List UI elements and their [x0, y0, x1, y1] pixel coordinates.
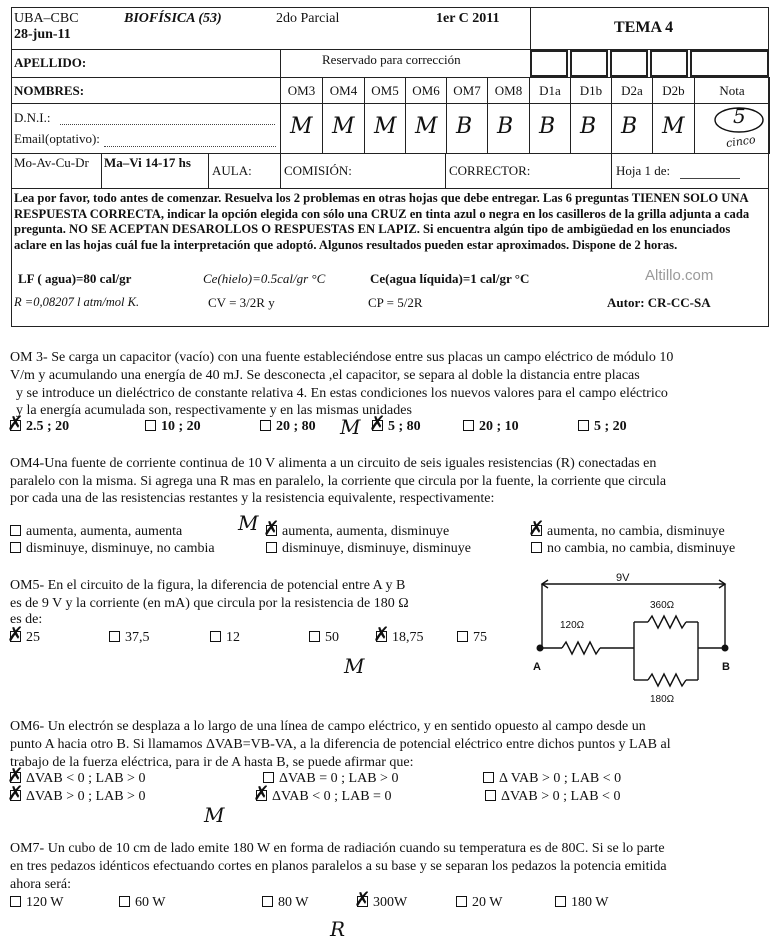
om5-line-2: es de 9 V y la corriente (en mA) que circula por la resistencia de 180 Ω	[10, 596, 409, 611]
cross-mark-icon: ✗	[354, 887, 371, 911]
corrector-label: CORRECTOR:	[449, 163, 531, 178]
checkbox-icon[interactable]	[463, 420, 474, 431]
om3-option[interactable]	[260, 419, 316, 435]
cross-mark-icon: ✗	[7, 622, 24, 646]
om3-option[interactable]	[463, 419, 519, 435]
om3-line-1: OM 3- Se carga un capacitor (vacío) con una fuente estableciéndose entre sus placas un campo eléctrico de módulo 10	[10, 350, 674, 365]
om6-option[interactable]	[256, 789, 391, 805]
grid-header-d2a: D2a	[611, 77, 653, 104]
option-label: 10 ; 20	[161, 419, 201, 434]
cross-mark-icon: ✗	[263, 516, 280, 540]
option-label: ΔVAB > 0 ; LAB < 0	[501, 789, 621, 804]
date: 28-jun-11	[14, 27, 71, 42]
option-label: no cambia, no cambia, disminuye	[547, 541, 736, 556]
checkbox-icon[interactable]	[10, 542, 21, 553]
om4-option[interactable]	[10, 541, 215, 557]
option-label: 25	[26, 630, 40, 645]
om3-option[interactable]	[145, 419, 201, 435]
om3-line-2: V/m y acumulando una energía de 40 mJ. Se desconecta ,el capacitor, se separa al doble la distancia entre placas	[10, 368, 640, 383]
checkbox-icon[interactable]	[109, 631, 120, 642]
answer-box[interactable]	[650, 50, 688, 77]
cross-mark-icon: ✗	[7, 781, 24, 805]
answer-box[interactable]	[690, 50, 769, 77]
option-label: aumenta, no cambia, disminuye	[547, 524, 725, 539]
om5-line-3: es de:	[10, 612, 43, 627]
grade-mark: R	[330, 917, 346, 941]
om5-option[interactable]	[109, 630, 150, 646]
circuit-r2: 360Ω	[650, 600, 675, 611]
checkbox-icon[interactable]	[485, 790, 496, 801]
cross-mark-icon: ✗	[528, 516, 545, 540]
cross-mark-icon: ✗	[253, 781, 270, 805]
latent-heat: LF ( agua)=80 cal/gr	[18, 271, 132, 286]
circuit-r3: 180Ω	[650, 694, 675, 705]
grade-number: 5	[733, 104, 746, 128]
om7-line-1: OM7- Un cubo de 10 cm de lado emite 180 W en forma de radiación cuando su temperatura es de 80C. Si se lo parte	[10, 841, 665, 856]
grid-header-nota: Nota	[694, 77, 770, 104]
checkbox-icon[interactable]	[262, 896, 273, 907]
circuit-r1: 120Ω	[560, 620, 585, 631]
dni-underline	[60, 124, 275, 125]
om7-option[interactable]	[262, 895, 308, 911]
om7-line-2: en tres pedazos idénticos efectuando cortes en planos paralelos a su base y se separan los pedazos la potencia emitida	[10, 859, 667, 874]
circuit-diagram	[520, 566, 750, 711]
grade-mark: M	[238, 511, 259, 535]
om4-option[interactable]	[10, 524, 182, 540]
rule	[445, 153, 446, 188]
turno-option-2: Ma–Vi 14-17 hs	[104, 155, 191, 170]
om4-line-2: paralelo con la misma. Si agrega una R mas en paralelo, la corriente que circula por la fuente, la corriente que circula	[10, 474, 667, 489]
option-label: ΔVAB > 0 ; LAB > 0	[26, 789, 146, 804]
checkbox-icon[interactable]	[456, 896, 467, 907]
email-label: Email(optativo):	[14, 131, 100, 146]
grid-mark: M	[374, 114, 397, 139]
option-label: ΔVAB = 0 ; LAB > 0	[279, 771, 399, 786]
om4-option[interactable]	[531, 541, 735, 557]
om5-option[interactable]	[210, 630, 240, 646]
cv: CV = 3/2R y	[208, 295, 275, 310]
option-label: 180 W	[571, 895, 609, 910]
circuit-voltage: 9V	[616, 572, 630, 584]
option-label: 80 W	[278, 895, 309, 910]
grid-header-d2b: D2b	[652, 77, 695, 104]
om6-option[interactable]	[485, 789, 620, 805]
checkbox-icon[interactable]	[10, 896, 21, 907]
option-label: 2.5 ; 20	[26, 419, 70, 434]
option-label: ΔVAB < 0 ; LAB = 0	[272, 789, 392, 804]
grade-mark: M	[344, 654, 365, 678]
om6-line-1: OM6- Un electrón se desplaza a lo largo de una línea de campo eléctrico, y en sentido opuesto al campo desde un	[10, 719, 646, 734]
option-label: 300W	[373, 895, 408, 910]
gas-constant: R =0,08207 l atm/mol K.	[14, 295, 140, 309]
option-label: aumenta, aumenta, aumenta	[26, 524, 183, 539]
om3-line-3: y se introduce un dieléctrico de constante relativa 4. En estas condiciones los nuevos valores para el campo eléctrico	[16, 386, 668, 401]
grade-word: cinco	[725, 133, 757, 150]
circuit-node-b: B	[722, 661, 730, 673]
comision-label: COMISIÓN:	[284, 163, 352, 178]
checkbox-icon[interactable]	[10, 525, 21, 536]
answer-box[interactable]	[570, 50, 608, 77]
grid-mark: M	[290, 114, 313, 139]
grid-mark: M	[415, 114, 438, 139]
circuit-node-a: A	[533, 661, 541, 673]
grid-header-om6: OM6	[405, 77, 447, 104]
grid-header-om4: OM4	[322, 77, 365, 104]
option-label: 120 W	[26, 895, 64, 910]
checkbox-icon[interactable]	[145, 420, 156, 431]
checkbox-icon[interactable]	[457, 631, 468, 642]
grid-header-om3: OM3	[280, 77, 323, 104]
checkbox-icon[interactable]	[483, 772, 494, 783]
option-label: 60 W	[135, 895, 166, 910]
rule	[11, 188, 769, 189]
om4-option[interactable]	[531, 524, 725, 540]
grid-header-d1b: D1b	[570, 77, 612, 104]
ce-agua: Ce(agua líquida)=1 cal/gr °C	[370, 271, 530, 286]
ce-hielo: Ce(hielo)=0.5cal/gr °C	[203, 271, 326, 286]
om6-line-2: punto A hacia otro B. Si llamamos ΔVAB=VB-VA, a la diferencia de potencial eléctrico entre dichos puntos y LAB al	[10, 737, 671, 752]
dni-label: D.N.I.:	[14, 110, 51, 125]
apellido-label: APELLIDO:	[14, 55, 87, 70]
om5-option[interactable]	[457, 630, 487, 646]
option-label: 18,75	[392, 630, 424, 645]
turno-option-1: Mo-Av-Cu-Dr	[14, 155, 89, 170]
checkbox-icon[interactable]	[578, 420, 589, 431]
om6-option[interactable]	[263, 771, 398, 787]
option-label: Δ VAB > 0 ; LAB < 0	[499, 771, 622, 786]
autor: Autor: CR-CC-SA	[607, 295, 711, 310]
nombres-label: NOMBRES:	[14, 83, 85, 98]
option-label: 20 ; 10	[479, 419, 519, 434]
cross-mark-icon: ✗	[7, 763, 24, 787]
cross-mark-icon: ✗	[369, 411, 386, 435]
om3-line-4: y la energía acumulada son, respectivamente y en las mismas unidades	[16, 403, 412, 418]
om7-line-3: ahora será:	[10, 877, 72, 892]
checkbox-icon[interactable]	[531, 542, 542, 553]
checkbox-icon[interactable]	[309, 631, 320, 642]
option-label: 50	[325, 630, 339, 645]
rule	[280, 153, 281, 188]
option-label: 75	[473, 630, 487, 645]
exam: 2do Parcial	[276, 11, 340, 26]
cross-mark-icon: ✗	[7, 411, 24, 435]
checkbox-icon[interactable]	[266, 542, 277, 553]
email-underline	[104, 146, 276, 147]
om4-line-1: OM4-Una fuente de corriente continua de 10 V alimenta a un circuito de seis iguales resistencias (R) conectadas en	[10, 456, 657, 471]
option-label: 37,5	[125, 630, 150, 645]
grid-mark: B	[539, 114, 556, 139]
om6-option[interactable]	[483, 771, 621, 787]
checkbox-icon[interactable]	[119, 896, 130, 907]
om7-option[interactable]	[555, 895, 608, 911]
option-label: aumenta, aumenta, disminuye	[282, 524, 450, 539]
rule	[208, 153, 209, 188]
option-label: disminuye, disminuye, no cambia	[26, 541, 215, 556]
grid-header-om7: OM7	[446, 77, 488, 104]
om6-option[interactable]	[10, 771, 145, 787]
grid-header-om8: OM8	[487, 77, 530, 104]
rule	[101, 153, 102, 188]
grade-mark: M	[340, 415, 361, 439]
grid-mark: M	[662, 114, 685, 139]
subject: BIOFÍSICA (53)	[124, 11, 222, 26]
grid-mark: B	[580, 114, 597, 139]
om7-option[interactable]	[119, 895, 165, 911]
om4-option[interactable]	[266, 524, 449, 540]
grid-mark: M	[332, 114, 355, 139]
grid-mark: B	[621, 114, 638, 139]
om7-option[interactable]	[456, 895, 502, 911]
option-label: 12	[226, 630, 240, 645]
tema: TEMA 4	[614, 19, 674, 36]
om7-option[interactable]	[10, 895, 63, 911]
hoja-label: Hoja 1 de:	[616, 163, 671, 178]
option-label: 5 ; 80	[388, 419, 421, 434]
answer-box[interactable]	[610, 50, 648, 77]
grid-mark: B	[497, 114, 514, 139]
checkbox-icon[interactable]	[555, 896, 566, 907]
grid-header-d1a: D1a	[529, 77, 571, 104]
hoja-underline	[680, 178, 740, 179]
om6-option[interactable]	[10, 789, 145, 805]
om5-option[interactable]	[309, 630, 339, 646]
instructions-text: Lea por favor, todo antes de comenzar. Resuelva los 2 problemas en otras hojas que debe entregar. Las 6 preguntas TIENEN SOLO UNA RESPUESTA CORRECTA, indicar la opción elegida con sólo una CRUZ en tinta azul o negra en los casilleros de la grilla adjunta a cada pregunta. NO SE ACEPTAN DESAROLLOS O RESPUESTAS EN LAPIZ. Si encuentra algún tipo de ambigüedad en los enunciados aclare en las hojas cuál fue la interpretación que adoptó. Algunos resultados pueden estar aproximados. Dispone de 2 horas.	[14, 191, 750, 252]
om5-line-1: OM5- En el circuito de la figura, la diferencia de potencial entre A y B	[10, 578, 406, 593]
answer-box[interactable]	[530, 50, 568, 77]
cross-mark-icon: ✗	[373, 622, 390, 646]
rule	[611, 153, 612, 188]
cp: CP = 5/2R	[368, 295, 423, 310]
option-label: 20 ; 80	[276, 419, 316, 434]
om4-option[interactable]	[266, 541, 471, 557]
checkbox-icon[interactable]	[210, 631, 221, 642]
option-label: 5 ; 20	[594, 419, 627, 434]
term: 1er C 2011	[436, 11, 500, 26]
om4-line-3: por cada una de las resistencias restantes y la resistencia equivalente, respectivamente:	[10, 491, 495, 506]
checkbox-icon[interactable]	[260, 420, 271, 431]
om3-option[interactable]	[578, 419, 627, 435]
grid-mark: B	[456, 114, 473, 139]
grade-mark: M	[204, 803, 225, 827]
option-label: ΔVAB < 0 ; LAB > 0	[26, 771, 146, 786]
aula-label: AULA:	[212, 163, 252, 178]
institution: UBA–CBC	[14, 11, 79, 26]
om6-line-3: trabajo de la fuerza eléctrica, para ir de A hasta B, se puede afirmar que:	[10, 755, 414, 770]
option-label: disminuye, disminuye, disminuye	[282, 541, 471, 556]
grid-header-om5: OM5	[364, 77, 406, 104]
watermark: Altillo.com	[645, 267, 714, 284]
option-label: 20 W	[472, 895, 503, 910]
reservado-label: Reservado para corrección	[322, 52, 461, 67]
